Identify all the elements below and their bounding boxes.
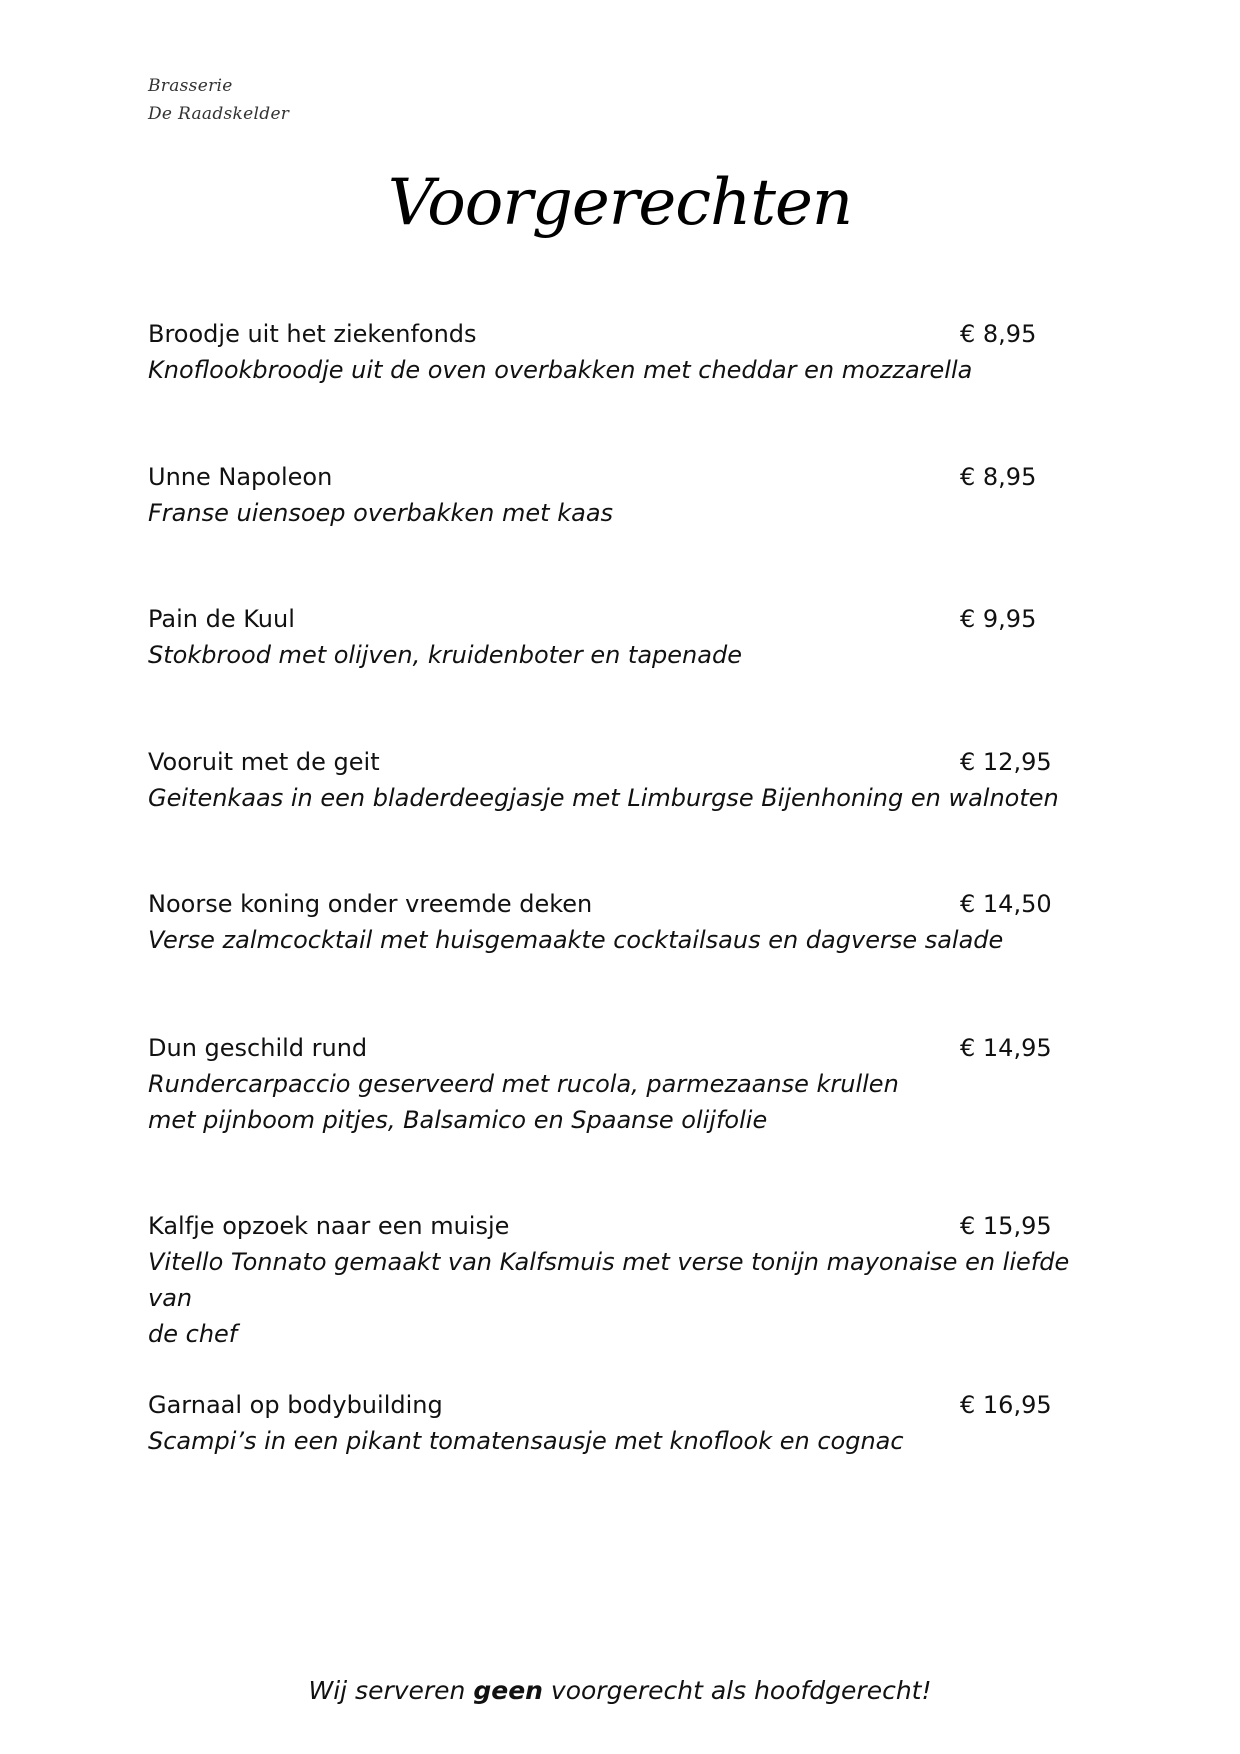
dish-price: € 16,95: [960, 1391, 1052, 1419]
dish-price: € 14,50: [960, 890, 1052, 918]
brand-logo: [148, 72, 289, 128]
menu-item: [148, 1387, 1088, 1459]
menu-item: [148, 1030, 1088, 1138]
footer-emphasis: geen: [473, 1676, 543, 1705]
footer-text-before: Wij serveren: [308, 1676, 474, 1705]
menu-item: [148, 601, 1088, 673]
menu-item: [148, 886, 1088, 958]
dish-name: Garnaal op bodybuilding: [148, 1391, 443, 1419]
dish-name: Pain de Kuul: [148, 605, 295, 633]
dish-description: Verse zalmcocktail met huisgemaakte cocktailsaus en dagverse salade: [148, 926, 1004, 954]
dish-description: Stokbrood met olijven, kruidenboter en tapenade: [148, 641, 742, 669]
menu-item: [148, 459, 1088, 531]
dish-description: Franse uiensoep overbakken met kaas: [148, 499, 614, 527]
dish-description: Scampi’s in een pikant tomatensausje met knoflook en cognac: [148, 1427, 904, 1455]
dish-price: € 15,95: [960, 1212, 1052, 1240]
dish-price: € 14,95: [960, 1034, 1052, 1062]
dish-price: € 8,95: [960, 320, 1037, 348]
menu-item: [148, 316, 1088, 388]
dish-description: Rundercarpaccio geserveerd met rucola, parmezaanse krullen met pijnboom pitjes, Balsamico en Spaanse olijfolie: [148, 1070, 899, 1134]
dish-description: Knoflookbroodje uit de oven overbakken met cheddar en mozzarella: [148, 356, 973, 384]
dish-price: € 8,95: [960, 463, 1037, 491]
dish-name: Noorse koning onder vreemde deken: [148, 890, 593, 918]
dish-price: € 9,95: [960, 605, 1037, 633]
brand-line-2: De Raadskelder: [148, 104, 290, 124]
dish-description: Vitello Tonnato gemaakt van Kalfsmuis met verse tonijn mayonaise en liefde van de chef: [148, 1248, 1070, 1348]
dish-name: Broodje uit het ziekenfonds: [148, 320, 477, 348]
dish-name: Dun geschild rund: [148, 1034, 368, 1062]
dish-name: Vooruit met de geit: [148, 748, 380, 776]
dish-name: Kalfje opzoek naar een muisje: [148, 1212, 510, 1240]
menu-item: [148, 1208, 1088, 1352]
dish-name: Unne Napoleon: [148, 463, 333, 491]
footer-note: [0, 1673, 1240, 1709]
page-title: Voorgerechten: [387, 166, 853, 240]
brand-line-1: Brasserie: [148, 76, 233, 96]
dish-price: € 12,95: [960, 748, 1052, 776]
dish-description: Geitenkaas in een bladerdeegjasje met Limburgse Bijenhoning en walnoten: [148, 784, 1059, 812]
footer-text-after: voorgerecht als hoofdgerecht!: [542, 1676, 932, 1705]
menu-item: [148, 744, 1088, 816]
